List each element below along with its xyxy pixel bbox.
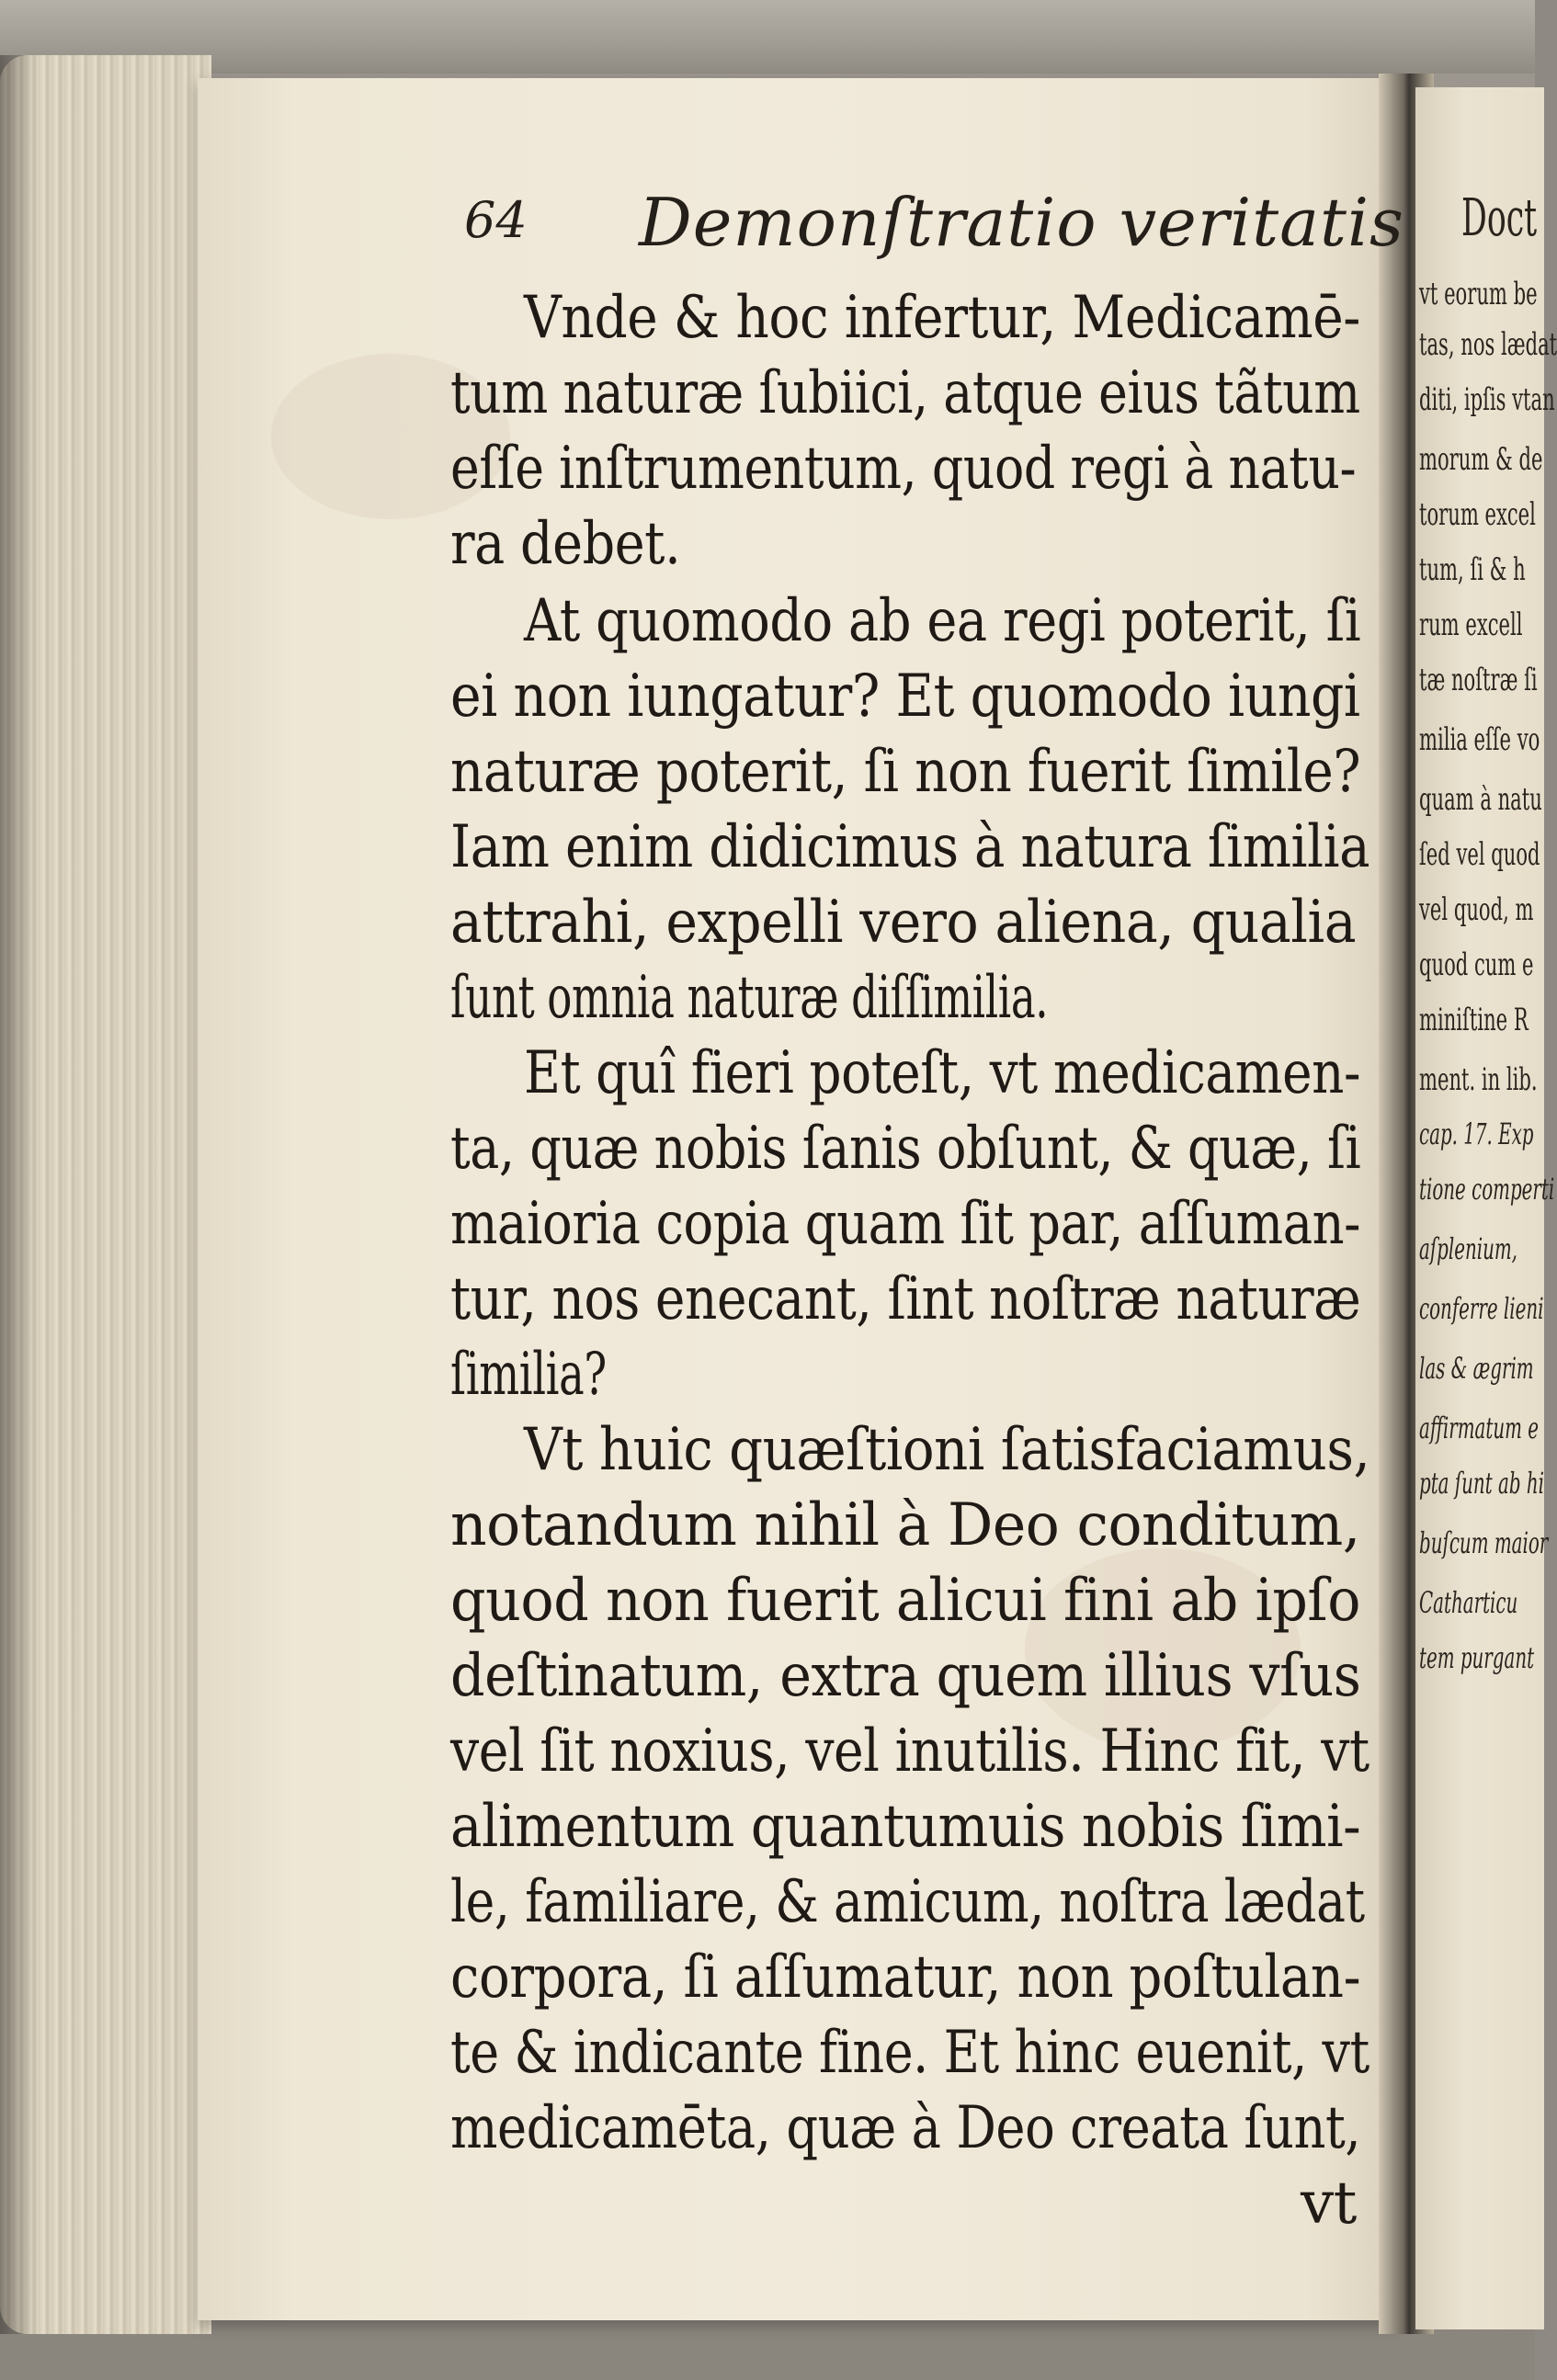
facing-page-line: ment. in lib. — [1419, 1061, 1538, 1098]
text-line: At quomodo ab ea regi poterit, ſi — [524, 587, 1361, 655]
facing-page-line: vel quod, m — [1419, 891, 1534, 928]
text-line: le, familiare, & amicum, noſtra lædat — [450, 1868, 1365, 1936]
running-title: Demonſtratio veritatis — [639, 184, 1404, 261]
facing-page-line: vt eorum be — [1419, 276, 1538, 312]
facing-page-line: milia eſſe vo — [1419, 721, 1540, 758]
facing-page-line: buſcum maior — [1419, 1525, 1549, 1560]
facing-page-line: quod cum e — [1419, 946, 1534, 983]
text-line: ei non iungatur? Et quomodo iungi — [450, 663, 1360, 731]
text-line: Vt huic quæſtioni ſatisfaciamus, — [524, 1416, 1370, 1484]
text-line: maioria copia quam ſit par, aſſuman- — [450, 1190, 1361, 1258]
text-line: corpora, ſi aſſumatur, non poſtulan- — [450, 1944, 1361, 2012]
text-line: ſimilia? — [450, 1341, 607, 1409]
facing-page-line: morum & de — [1419, 441, 1543, 478]
facing-page-line: Doct — [1461, 188, 1538, 248]
facing-page-text — [1415, 87, 1557, 2329]
text-line: naturæ poterit, ſi non fuerit ſimile? — [450, 738, 1361, 806]
text-line: Et quî fieri poteſt, vt medicamen- — [524, 1039, 1361, 1107]
facing-page-line: quam à natu — [1419, 781, 1542, 818]
text-line: ſunt omnia naturæ diſſimilia. — [450, 964, 1049, 1032]
text-line: vel ſit noxius, vel inutilis. Hinc fit, vt — [450, 1717, 1369, 1785]
facing-page-line: aſplenium, — [1419, 1231, 1517, 1266]
text-line: Vnde & hoc infertur, Medicamē- — [524, 284, 1360, 352]
facing-page-line: cap. 17. Exp — [1419, 1116, 1534, 1151]
book-top-edge — [0, 0, 1535, 74]
catchword: vt — [1301, 2170, 1357, 2238]
text-line: medicamēta, quæ à Deo creata ſunt, — [450, 2094, 1361, 2162]
text-line: Iam enim didicimus à natura ſimilia — [450, 813, 1370, 881]
facing-page-line: tione comperti — [1419, 1172, 1555, 1207]
facing-page-line: affirmatum e — [1419, 1411, 1539, 1445]
text-line: notandum nihil à Deo conditum, — [450, 1491, 1360, 1559]
facing-page-line: diti, ipſis vtan — [1419, 381, 1555, 418]
facing-page-line: tas, nos lædat — [1419, 326, 1557, 363]
page-number: 64 — [464, 191, 528, 249]
facing-page-line: tem purgant — [1419, 1640, 1535, 1675]
facing-page-line: torum excel — [1419, 496, 1536, 533]
facing-page-line: pta ſunt ab hi — [1419, 1466, 1544, 1501]
text-line: ra debet. — [450, 510, 681, 578]
text-line: attrahi, expelli vero aliena, qualia — [450, 889, 1357, 957]
facing-page-line: miniſtine R — [1419, 1002, 1529, 1038]
facing-page-line: ſed vel quod — [1419, 836, 1540, 873]
text-line: deſtinatum, extra quem illius vſus — [450, 1642, 1361, 1710]
facing-page-line: conferre lieni — [1419, 1291, 1544, 1326]
facing-page-line: rum excell — [1419, 606, 1523, 643]
facing-page-line: las & ægrim — [1419, 1351, 1534, 1386]
text-line: tum naturæ ſubiici, atque eius tãtum — [450, 359, 1360, 427]
text-line: eſſe inſtrumentum, quod regi à natu- — [450, 435, 1357, 503]
text-line: te & indicante fine. Et hinc euenit, vt — [450, 2019, 1369, 2087]
text-line: alimentum quantumuis nobis ſimi- — [450, 1793, 1361, 1861]
text-line: quod non fuerit alicui fini ab ipſo — [450, 1567, 1361, 1635]
facing-page-line: tum, ſi & h — [1419, 551, 1526, 588]
page-edges-shadow — [0, 55, 37, 2334]
facing-page-line: tæ noſtræ ſi — [1419, 662, 1538, 698]
facing-page-fragment — [1415, 87, 1557, 2329]
text-line: ta, quæ nobis ſanis obſunt, & quæ, ſi — [450, 1115, 1361, 1183]
facing-page-line: Catharticu — [1419, 1585, 1518, 1620]
text-line: tur, nos enecant, ſint noſtræ naturæ — [450, 1265, 1361, 1333]
